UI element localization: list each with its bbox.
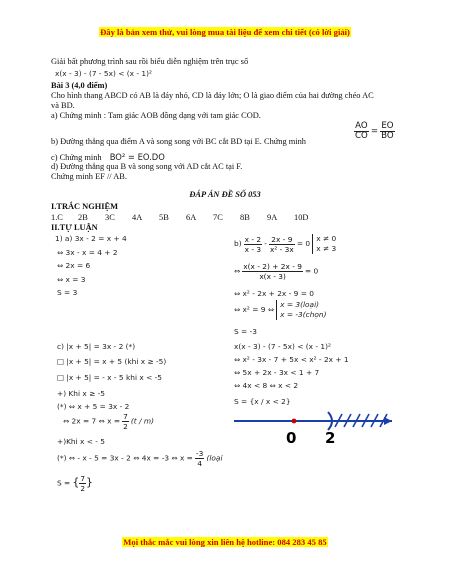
bai3-part-d: d) Đường thẳng qua B và song song với AD cắt AC tại F.	[51, 162, 243, 171]
ineq-result: S = {x / x < 2}	[234, 397, 291, 406]
number-line	[232, 400, 412, 450]
sol1b-result: S = -3	[234, 327, 257, 336]
answer-item: 9A	[267, 213, 278, 222]
solc-line-frac: ⇔ 2x = 7 ⇔ x = $\frac{7}{2}$ (t / m)	[63, 412, 154, 431]
answer-item: 2B	[78, 213, 88, 222]
section-essay: II.TỰ LUẬN	[51, 223, 98, 232]
bai3-line2: và BD.	[51, 101, 75, 110]
ineq-line: ⇔ 5x + 2x - 3x < 1 + 7	[234, 368, 320, 377]
solc-line: □ |x + 5| = x + 5 (khi x ≥ -5)	[57, 357, 167, 366]
ineq-line: x(x - 3) - (7 - 5x) < (x - 1)²	[234, 342, 331, 351]
solc-line: c) |x + 5| = 3x - 2 (*)	[57, 342, 136, 351]
sol1b-line4: ⇔ x² = 9 ⇔ x = 3(loại) x = -3(chọn)	[234, 300, 327, 319]
sol1a-line: ⇔ 2x = 6	[57, 261, 91, 270]
problem-intro: Giải bất phương trình sau rồi biểu diễn nghiệm trên trục số	[51, 57, 249, 66]
sol1a-result: S = 3	[57, 288, 78, 297]
answer-item: 1.C	[51, 213, 63, 222]
answer-item: 3C	[105, 213, 115, 222]
solc-line: (*) ⇔ x + 5 = 3x - 2	[57, 402, 130, 411]
solc-line: □ |x + 5| = - x - 5 khi x < -5	[57, 373, 162, 382]
bai3-part-b-fraction: $\frac{AO}{CO}$ = $\frac{EO}{BO}$	[355, 121, 394, 141]
bai3-heading: Bài 3 (4,0 điểm)	[51, 81, 108, 90]
header-notice: Đây là bản xem thử, vui lòng mua tài liệu để xem chi tiết (có lời giải)	[100, 27, 350, 37]
answer-item: 6A	[186, 213, 197, 222]
answer-list	[51, 213, 321, 223]
answer-title: ĐÁP ÁN ĐỀ SỐ 053	[189, 190, 261, 199]
bai3-line1: Cho hình thang ABCD có AB là đáy nhỏ, CD là đáy lớn; O là giao điểm của hai đường chéo AC	[51, 91, 374, 100]
sol1b-line3: ⇔ x² - 2x + 2x - 9 = 0	[234, 289, 314, 298]
sol1b-line2: ⇔ $\frac{x(x - 2) + 2x - 9}{x(x - 3)}$ = 0	[234, 262, 319, 281]
sol1a-line: 1) a) 3x - 2 = x + 4	[55, 234, 127, 243]
bai3-part-a: a) Chứng minh : Tam giác AOB đồng dạng với tam giác COD.	[51, 111, 261, 120]
bai3-part-d2: Chứng minh EF // AB.	[51, 172, 127, 181]
bai3-part-c: c) Chứng minh BO² = EO.DO	[51, 152, 165, 162]
footer-notice: Mọi thắc mắc vui lòng xin liên hệ hotline: 084 283 45 85	[123, 537, 327, 547]
sol1a-line: ⇔ x = 3	[57, 275, 86, 284]
origin-label: 0	[286, 429, 297, 447]
section-multiple-choice: I.TRẮC NGHIỆM	[51, 202, 119, 211]
sol1b-equation: b) $\frac{x - 2}{x - 3}$ - $\frac{2x - 9}{\text{x² - 3x}}$ = 0 x ≠ 0 x ≠ 3	[234, 234, 337, 254]
solc-line: +)Khi x < - 5	[57, 437, 105, 446]
answer-item: 4A	[132, 213, 143, 222]
ineq-line: ⇔ x² - 3x - 7 + 5x < x² - 2x + 1	[234, 355, 349, 364]
answer-item: 7C	[213, 213, 223, 222]
origin-point	[292, 419, 297, 424]
sol1a-line: ⇔ 3x - x = 4 + 2	[57, 248, 118, 257]
boundary-label: 2	[325, 429, 336, 447]
answer-item: 8B	[240, 213, 250, 222]
solc-line: +) Khi x ≥ -5	[57, 389, 105, 398]
bai3-part-b: b) Đường thẳng qua điểm A và song song với BC cắt BD tại E. Chứng minh	[51, 137, 306, 146]
solc-line-frac2: (*) ⇔ - x - 5 = 3x - 2 ⇔ 4x = -3 ⇔ x = $\frac{-3}{4}$ (loại	[57, 449, 223, 468]
solc-result: S = { $\frac{7}{2}$ }	[57, 474, 94, 493]
problem-expression: x(x - 3) - (7 - 5x) < (x - 1)²	[55, 69, 152, 78]
answer-item: 10D	[294, 213, 309, 222]
ineq-line: ⇔ 4x < 8 ⇔ x < 2	[234, 381, 299, 390]
answer-item: 5B	[159, 213, 169, 222]
